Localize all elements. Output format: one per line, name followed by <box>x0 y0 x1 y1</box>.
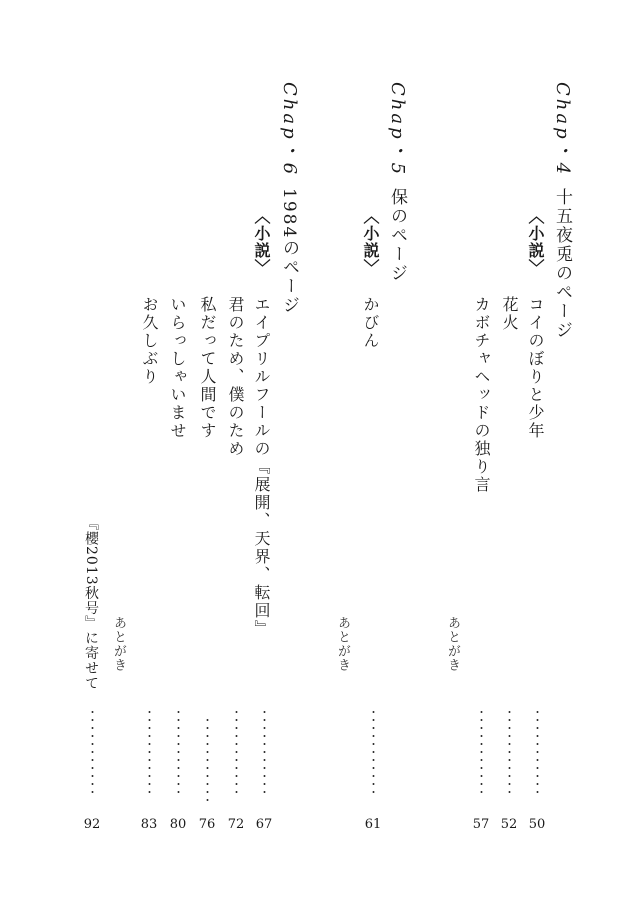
chapter-6-story-2: 君のため、僕のため <box>226 296 245 458</box>
leader-dots-61 <box>372 708 375 796</box>
chapter-4-story-1: コイのぼりと少年 <box>526 296 545 440</box>
leader-dots-80 <box>177 708 180 796</box>
leader-dots-83 <box>148 708 151 796</box>
chapter-4-story-3: カボチャヘッドの独り言 <box>472 296 491 494</box>
chapter-4-title: 十五夜兎のページ <box>552 188 572 340</box>
page-number: 61 <box>364 817 382 832</box>
chapter-6-label: Chap・6 <box>279 82 300 178</box>
chapter-6-story-4: いらっしゃいませ <box>168 296 187 440</box>
page-number: 72 <box>227 817 245 832</box>
page-number: 52 <box>500 817 518 832</box>
leader-dots-52 <box>508 708 511 796</box>
chapter-5-label: Chap・5 <box>387 82 408 178</box>
chapter-6-story-5: お久しぶり <box>140 296 159 386</box>
leader-dots-92 <box>91 708 94 796</box>
page-number: 76 <box>198 817 216 832</box>
chapter-4-category: 〈小説〉 <box>526 208 545 276</box>
chapter-6-story-1: エイプリルフールの『展開、天界、転回』 <box>252 296 271 638</box>
chapter-4-label: Chap・4 <box>552 82 573 178</box>
page-number: 83 <box>140 817 158 832</box>
leader-dots-76 <box>206 716 209 804</box>
leader-dots-67 <box>263 708 266 796</box>
chapter-5-story-1: かびん <box>361 296 380 350</box>
chapter-4-story-2: 花火 <box>500 296 519 332</box>
page-number: 50 <box>528 817 546 832</box>
page-number: 92 <box>83 817 101 832</box>
page-number: 67 <box>255 817 273 832</box>
chapter-6-afterword: あとがき <box>111 616 126 672</box>
page-number: 57 <box>472 817 490 832</box>
chapter-6-category: 〈小説〉 <box>252 208 271 276</box>
leader-dots-57 <box>480 708 483 796</box>
leader-dots-50 <box>536 708 539 796</box>
chapter-5-afterword: あとがき <box>335 616 350 672</box>
leader-dots-72 <box>235 708 238 796</box>
closing-title: 『櫻2013秋号』に寄せて <box>83 516 99 691</box>
page-number: 80 <box>169 817 187 832</box>
chapter-5-category: 〈小説〉 <box>361 208 380 276</box>
chapter-6-story-3: 私だって人間です <box>198 296 217 440</box>
chapter-6-title: 1984のページ <box>279 188 299 316</box>
chapter-5-title: 保のページ <box>387 188 407 283</box>
chapter-4-afterword: あとがき <box>445 616 460 672</box>
